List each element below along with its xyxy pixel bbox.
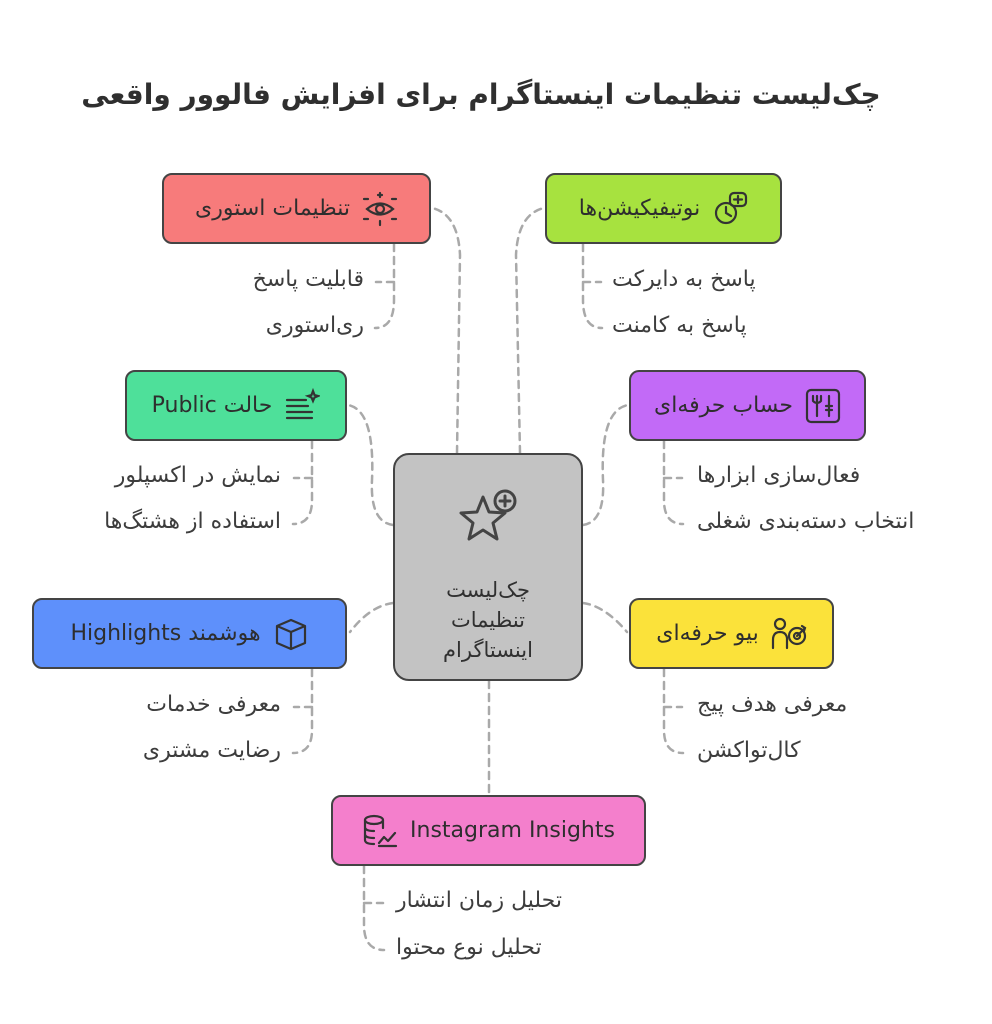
list-sparkle-icon — [284, 388, 320, 424]
insights-item-1: تحلیل زمان انتشار — [396, 888, 562, 913]
card-highlights — [32, 598, 347, 669]
card-story-label: تنظیمات استوری — [195, 196, 350, 221]
connector-story — [432, 208, 460, 453]
connector-pro — [583, 405, 628, 525]
database-chart-icon — [362, 813, 398, 849]
connector-bio-items — [664, 669, 683, 753]
connector-insights-items — [364, 866, 384, 950]
card-insights-label: Instagram Insights — [410, 818, 615, 843]
notifications-item-1: پاسخ به دایرکت — [612, 267, 756, 292]
highlights-item-1: معرفی خدمات — [146, 692, 281, 717]
card-pro — [629, 370, 866, 441]
bio-item-1: معرفی هدف پیج — [697, 692, 848, 717]
eye-scan-icon — [362, 191, 398, 227]
center-label: چک‌لیست تنظیمات اینستاگرام — [443, 578, 533, 662]
card-bio-label: بیو حرفه‌ای — [656, 621, 759, 646]
box-icon — [273, 616, 309, 652]
connector-highlights — [350, 603, 393, 632]
story-item-1: قابلیت پاسخ — [252, 267, 364, 292]
public-item-2: استفاده از هشتگ‌ها — [104, 509, 281, 534]
notifications-item-2: پاسخ به کامنت — [612, 313, 747, 338]
card-public-label: حالت Public — [151, 393, 273, 418]
card-highlights-label: هوشمند Highlights — [70, 621, 261, 646]
card-notifications-label: نوتیفیکیشن‌ها — [578, 196, 701, 221]
pro-item-2: انتخاب دسته‌بندی شغلی — [697, 509, 915, 534]
highlights-item-2: رضایت مشتری — [142, 738, 281, 763]
connector-public-items — [293, 441, 312, 524]
card-public — [125, 370, 347, 441]
person-target-icon — [771, 616, 807, 652]
pro-item-1: فعال‌سازی ابزارها — [697, 463, 861, 488]
connector-pro-items — [664, 441, 683, 524]
connector-story-items — [375, 244, 394, 328]
card-notifications — [545, 173, 782, 244]
story-item-2: ری‌استوری — [265, 313, 364, 338]
connector-public — [348, 405, 393, 525]
connector-highlights-items — [293, 669, 312, 753]
connector-notifications-items — [583, 244, 602, 328]
notification-badge-icon — [712, 191, 748, 227]
star-plus-icon — [453, 485, 523, 555]
public-item-1: نمایش در اکسپلور — [114, 463, 281, 488]
card-bio — [629, 598, 834, 669]
card-story — [162, 173, 431, 244]
diagram-title: چک‌لیست تنظیمات اینستاگرام برای افزایش فالوور واقعی — [81, 78, 881, 111]
insights-item-2: تحلیل نوع محتوا — [396, 935, 542, 960]
card-insights — [331, 795, 646, 866]
card-pro-label: حساب حرفه‌ای — [654, 393, 794, 418]
bio-item-2: کال‌تواکشن — [697, 738, 801, 763]
center-node — [393, 453, 583, 681]
tools-icon — [805, 388, 841, 424]
connector-bio — [583, 603, 627, 632]
connector-notifications — [516, 208, 544, 453]
